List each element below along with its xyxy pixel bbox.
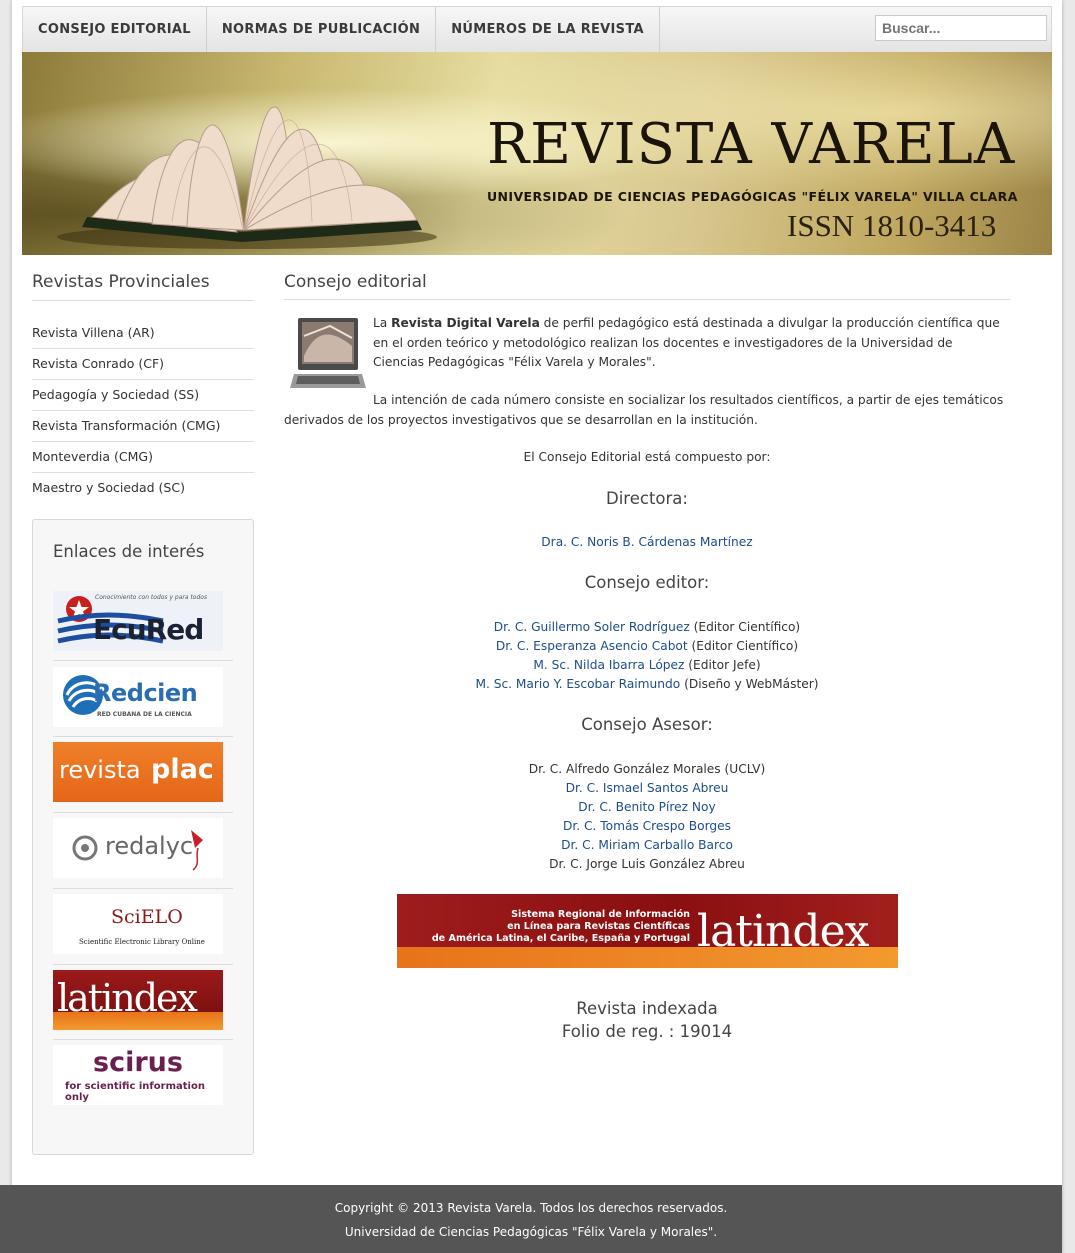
editor-link[interactable]: M. Sc. Mario Y. Escobar Raimundo	[475, 677, 681, 691]
redalyc-logo[interactable]	[53, 818, 223, 878]
ecured-logo[interactable]	[53, 591, 223, 651]
asesor-list	[284, 760, 1010, 874]
scirus-wordmark: scirus	[93, 1047, 183, 1078]
sidebar-title: Revistas Provinciales	[32, 272, 254, 301]
page	[12, 0, 1062, 1253]
editor-heading: Consejo editor:	[584, 573, 710, 592]
scielo-wordmark: SciELO	[111, 906, 183, 928]
nav-numeros-revista[interactable]: NÚMEROS DE LA REVISTA	[436, 7, 660, 52]
editor-role: (Editor Jefe)	[684, 658, 761, 672]
page-title: Consejo editorial	[284, 272, 1010, 300]
nav-normas-publicacion[interactable]: NORMAS DE PUBLICACIÓN	[207, 7, 436, 52]
banner-title: REVISTA VARELA	[487, 112, 1016, 177]
latindex-wordmark: latindex	[57, 976, 196, 1020]
redcien-logo[interactable]	[53, 667, 223, 727]
search-input[interactable]	[875, 15, 1047, 41]
directora-link[interactable]: Dra. C. Noris B. Cárdenas Martínez	[541, 535, 753, 549]
divider	[53, 1039, 233, 1040]
nav-consejo-editorial[interactable]: CONSEJO EDITORIAL	[23, 7, 207, 52]
intro-pre: La	[373, 316, 392, 330]
directora-heading: Directora:	[606, 489, 688, 508]
editor-row	[284, 618, 1010, 637]
intro-paragraph	[373, 314, 1003, 373]
divider	[53, 964, 233, 965]
sidebar-item-conrado[interactable]: Revista Conrado (CF)	[32, 349, 254, 380]
divider	[53, 812, 233, 813]
sidebar-item-transformacion[interactable]: Revista Transformación (CMG)	[32, 411, 254, 442]
directora-row	[284, 533, 1010, 552]
latindex-logo[interactable]	[53, 970, 223, 1030]
editor-role: (Editor Científico)	[687, 639, 799, 653]
scielo-subtitle: Scientific Electronic Library Online	[79, 938, 205, 946]
asesor-row: Dr. C. Jorge Luis González Abreu	[549, 857, 745, 871]
editor-link[interactable]: Dr. C. Guillermo Soler Rodríguez	[493, 620, 690, 634]
footer-copyright: Copyright © 2013 Revista Varela. Todos los derechos reservados.	[334, 1201, 728, 1215]
folio-label: Folio de reg. : 19014	[561, 1022, 733, 1041]
sidebar-item-pedagogia-sociedad[interactable]: Pedagogía y Sociedad (SS)	[32, 380, 254, 411]
scirus-subtitle: for scientific information only	[65, 1081, 205, 1103]
divider	[53, 736, 233, 737]
latindex-line-2: en Línea para Revistas Científicas	[507, 921, 690, 932]
plac-wordmark-b: plac	[151, 754, 214, 785]
sidebar-item-villena[interactable]: Revista Villena (AR)	[32, 318, 254, 349]
editor-link[interactable]: Dr. C. Esperanza Asencio Cabot	[495, 639, 688, 653]
footer	[0, 1185, 1062, 1253]
asesor-row: Dr. C. Alfredo González Morales (UCLV)	[528, 762, 766, 776]
asesor-heading: Consejo Asesor:	[581, 715, 713, 734]
laptop-icon	[290, 316, 366, 394]
latindex-line-3: de América Latina, el Caribe, España y Portugal	[431, 933, 690, 944]
intro-post: de perfil pedagógico está destinada a divulgar la producción científica que en el orden teórico y metodológico realizan los docentes e investigadores de la Universidad de Ciencias Pedagógicas "Félix Varela y Morales".	[373, 316, 1000, 369]
divider	[53, 660, 233, 661]
editor-list	[284, 618, 1010, 694]
ecured-wordmark: EcuRed	[93, 613, 204, 646]
latindex-line-1: Sistema Regional de Información	[511, 909, 690, 920]
asesor-link[interactable]: Dr. C. Benito Pírez Noy	[578, 800, 716, 814]
intro-paragraph-2: La intención de cada número consiste en socializar los resultados científicos, a partir de ejes temáticos derivados de los proyectos investigativos que se desarrollan en la institución.	[284, 393, 1004, 427]
links-title: Enlaces de interés	[53, 542, 205, 561]
editor-link[interactable]: M. Sc. Nilda Ibarra López	[533, 658, 685, 672]
header-banner	[22, 52, 1052, 255]
editor-row	[284, 656, 1010, 675]
redalyc-wordmark: redalyc	[105, 832, 194, 860]
sidebar-list	[32, 318, 254, 503]
ecured-tagline: Conocimiento con todos y para todos	[95, 594, 208, 601]
scirus-logo[interactable]	[53, 1045, 223, 1105]
sidebar-item-maestro-sociedad[interactable]: Maestro y Sociedad (SC)	[32, 480, 185, 495]
asesor-link[interactable]: Dr. C. Ismael Santos Abreu	[565, 781, 729, 795]
intro-journal-name: Revista Digital Varela	[391, 316, 540, 330]
banner-subtitle: UNIVERSIDAD DE CIENCIAS PEDAGÓGICAS "FÉLIX VARELA" VILLA CLARA	[487, 189, 1018, 204]
latindex-banner[interactable]	[397, 894, 898, 968]
indexed-label: Revista indexada	[576, 999, 718, 1018]
redcien-wordmark: Redcien	[93, 679, 198, 707]
scielo-logo[interactable]	[53, 894, 223, 954]
plac-wordmark-a: revista	[59, 756, 141, 784]
divider	[53, 888, 233, 889]
redcien-subtitle: RED CUBANA DE LA CIENCIA	[97, 711, 192, 718]
sidebar-item-monteverdia[interactable]: Monteverdia (CMG)	[32, 442, 254, 473]
latindex-word: latindex	[697, 906, 869, 957]
editor-row	[284, 637, 1010, 656]
editor-row	[284, 675, 1010, 694]
composed-text: El Consejo Editorial está compuesto por:	[523, 450, 771, 464]
top-nav	[22, 6, 1052, 52]
editor-role: (Editor Científico)	[689, 620, 801, 634]
editor-role: (Diseño y WebMáster)	[680, 677, 819, 691]
links-box	[32, 519, 254, 1155]
banner-issn: ISSN 1810-3413	[787, 208, 997, 243]
footer-university: Universidad de Ciencias Pedagógicas "Félix Varela y Morales".	[344, 1225, 718, 1239]
revistaplac-logo[interactable]	[53, 742, 223, 802]
asesor-link[interactable]: Dr. C. Tomás Crespo Borges	[562, 819, 732, 833]
asesor-link[interactable]: Dr. C. Miriam Carballo Barco	[561, 838, 733, 852]
